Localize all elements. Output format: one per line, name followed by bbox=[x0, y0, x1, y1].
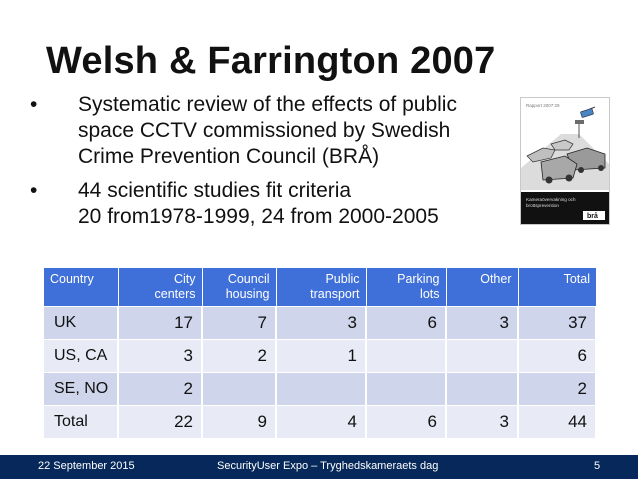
bullet-item bbox=[24, 178, 524, 230]
table-cell bbox=[276, 372, 366, 405]
bra-logo-text: brå bbox=[587, 213, 598, 220]
table-cell: 6 bbox=[366, 306, 446, 339]
table-cell: 37 bbox=[518, 306, 596, 339]
table-cell bbox=[446, 372, 518, 405]
cover-header: Rapport 2007:29 bbox=[526, 103, 560, 108]
cctv-studies-table bbox=[44, 268, 597, 438]
table-cell: 7 bbox=[202, 306, 276, 339]
table-row bbox=[44, 339, 596, 372]
bullet-marker: • bbox=[30, 93, 38, 116]
table-cell bbox=[202, 372, 276, 405]
bullet-marker: • bbox=[30, 179, 38, 202]
table-cell bbox=[366, 339, 446, 372]
bullet-list bbox=[24, 92, 524, 238]
slide-title: Welsh & Farrington 2007 bbox=[46, 40, 496, 82]
table-row bbox=[44, 306, 596, 339]
table-cell: 2 bbox=[118, 372, 202, 405]
table-cell: Total bbox=[44, 405, 118, 438]
cover-title-line: brottsprevention bbox=[526, 203, 559, 208]
table-cell: US, CA bbox=[44, 339, 118, 372]
table-cell: 2 bbox=[518, 372, 596, 405]
bullet-line: Systematic review of the effects of public bbox=[78, 93, 457, 116]
bullet-line: 20 from1978-1999, 24 from 2000-2005 bbox=[78, 205, 439, 228]
table-cell bbox=[446, 339, 518, 372]
bullet-line: 44 scientific studies fit criteria bbox=[78, 179, 352, 202]
bullet-item bbox=[24, 92, 524, 170]
table-cell: 2 bbox=[202, 339, 276, 372]
cover-title-line: Kameraövervakning och bbox=[526, 197, 576, 202]
table-cell: 6 bbox=[518, 339, 596, 372]
table-cell bbox=[366, 372, 446, 405]
column-header-country: Country bbox=[44, 268, 118, 306]
column-header-council-housing: Council housing bbox=[202, 268, 276, 306]
table-cell: 3 bbox=[446, 306, 518, 339]
table-cell: 3 bbox=[118, 339, 202, 372]
column-header-public-transport: Public transport bbox=[276, 268, 366, 306]
table-cell: 1 bbox=[276, 339, 366, 372]
table-row bbox=[44, 405, 596, 438]
table-cell: UK bbox=[44, 306, 118, 339]
table-cell: 9 bbox=[202, 405, 276, 438]
table-cell: 3 bbox=[276, 306, 366, 339]
table-cell: 44 bbox=[518, 405, 596, 438]
bullet-line: Crime Prevention Council (BRÅ) bbox=[78, 145, 380, 168]
footer-page-number: 5 bbox=[594, 460, 601, 472]
table-cell: 4 bbox=[276, 405, 366, 438]
footer-date: 22 September 2015 bbox=[38, 460, 135, 472]
table-cell: 22 bbox=[118, 405, 202, 438]
column-header-other: Other bbox=[446, 268, 518, 306]
bullet-line: space CCTV commissioned by Swedish bbox=[78, 119, 451, 142]
column-header-city-centers: City centers bbox=[118, 268, 202, 306]
report-cover-image bbox=[520, 97, 610, 225]
table-cell: 17 bbox=[118, 306, 202, 339]
footer-event: SecurityUser Expo – Tryghedskameraets dag bbox=[217, 460, 439, 472]
slide-footer bbox=[0, 455, 638, 479]
report-cover-illustration bbox=[521, 98, 609, 224]
column-header-parking-lots: Parking lots bbox=[366, 268, 446, 306]
table-row bbox=[44, 372, 596, 405]
table-cell: SE, NO bbox=[44, 372, 118, 405]
column-header-total: Total bbox=[518, 268, 596, 306]
table-cell: 6 bbox=[366, 405, 446, 438]
camera-icon bbox=[580, 108, 593, 117]
table-cell: 3 bbox=[446, 405, 518, 438]
table-header-row bbox=[44, 268, 596, 306]
